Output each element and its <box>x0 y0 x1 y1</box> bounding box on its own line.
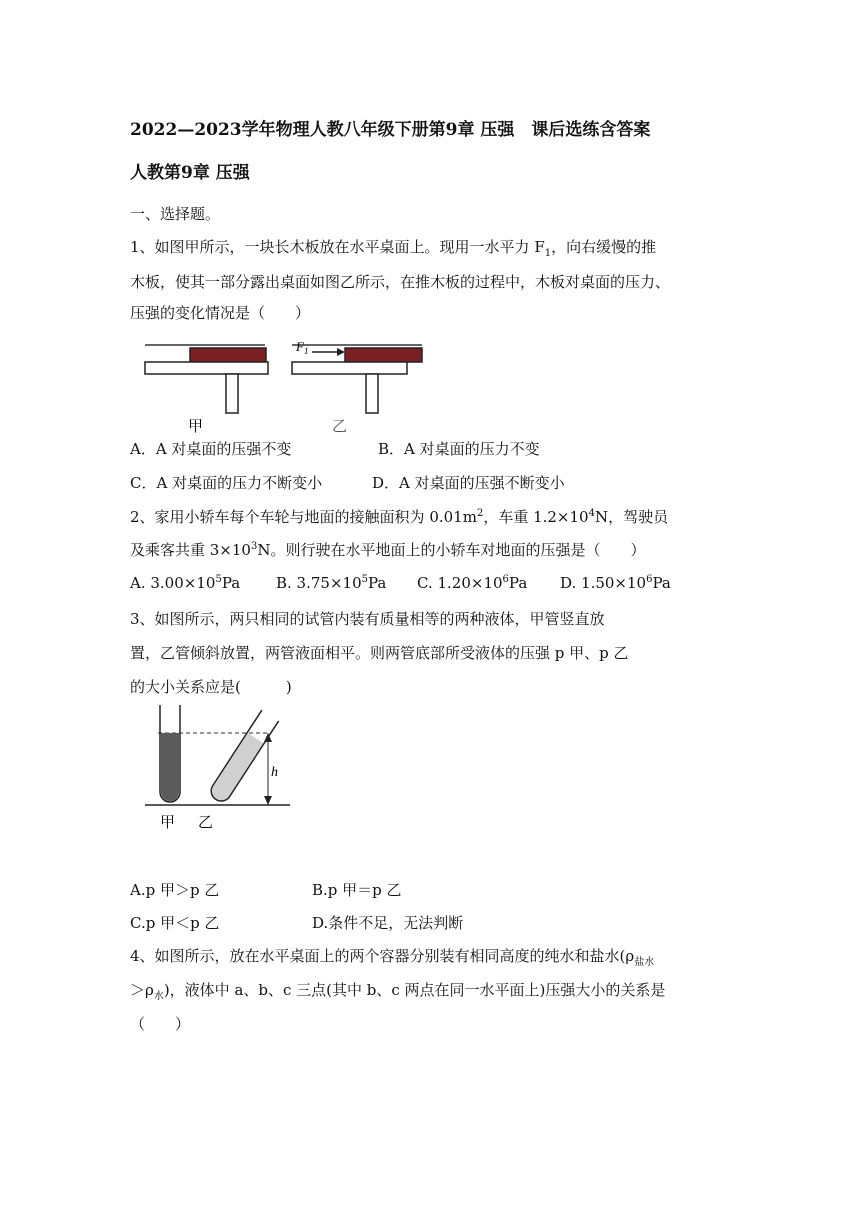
figure-label-jia: 甲 <box>188 417 204 435</box>
q2-option-d: D. $1.50\times 10^6Pa$ <box>560 574 671 592</box>
q1-text-line-2: 木板，使其一部分露出桌面如图乙所示，在推木板的过程中，木板对桌面的压力、 <box>130 273 671 291</box>
q1-option-b: B．A 对桌面的压力不变 <box>378 440 540 458</box>
q1-option-a: A．A 对桌面的压强不变 <box>130 440 292 458</box>
figure-label-yi: 乙 <box>332 417 348 435</box>
q2-option-c: C. $1.20\times 10^6Pa$ <box>417 574 528 592</box>
q1-figure <box>140 336 440 436</box>
q3-option-b: B.p 甲＝p 乙 <box>312 881 402 899</box>
force-arrow-icon <box>337 348 345 356</box>
figure-yi-table-board <box>292 339 422 413</box>
q3-text-line-3: 的大小关系应是( ) <box>130 678 292 696</box>
q1-text-line-1: 1、如图甲所示，一块长木板放在水平桌面上。现用一水平力 $F_1$，向右缓慢的推 <box>130 238 657 259</box>
force-label: $F_1$ <box>296 339 309 356</box>
figure-jia-table-board <box>145 345 268 413</box>
q1-text-line-3: 压强的变化情况是（ ） <box>130 304 311 322</box>
q3-text-line-2: 置，乙管倾斜放置，两管液面相平。则两管底部所受液体的压强 p 甲、p 乙 <box>130 644 629 662</box>
q4-text-line-1: 4、如图所示，放在水平桌面上的两个容器分别装有相同高度的纯水和盐水($\rho_{盐水}$ <box>130 947 655 968</box>
q3-option-d: D.条件不足，无法判断 <box>312 914 464 932</box>
q3-option-a: A.p 甲＞p 乙 <box>130 881 220 899</box>
q2-option-a: A. $3.00\times 10^5Pa$ <box>130 574 241 592</box>
figure-label-yi: 乙 <box>198 813 214 831</box>
q4-text-line-2: $>\rho_水$)，液体中 a、b、c 三点(其中 b、c 两点在同一水平面上)压强大小的关系是 <box>130 981 666 1002</box>
q3-figure <box>140 700 300 835</box>
q4-text-line-3: （ ） <box>130 1015 191 1033</box>
q1-option-d: D．A 对桌面的压强不断变小 <box>372 474 565 492</box>
height-label: h <box>271 765 278 780</box>
arrow-down-icon <box>264 796 272 805</box>
q2-text-line-2: 及乘客共重 $3\times 10^3N$。则行驶在水平地面上的小轿车对地面的压强是（ ） <box>130 541 646 559</box>
figure-label-jia: 甲 <box>160 813 176 831</box>
document-title: 2022—2023学年物理人教八年级下册第9章 压强 课后选练含答案 <box>130 120 651 140</box>
q2-option-b: B. $3.75\times 10^5Pa$ <box>276 574 387 592</box>
section-heading: 一、选择题。 <box>130 205 221 223</box>
q2-text-line-1: 2、家用小轿车每个车轮与地面的接触面积为 $0.01m^2$，车重 $1.2\times 10^4N$，驾驶员 <box>130 508 669 526</box>
q3-text-line-1: 3、如图所示，两只相同的试管内装有质量相等的两种液体，甲管竖直放 <box>130 610 605 628</box>
q1-option-c: C．A 对桌面的压力不断变小 <box>130 474 323 492</box>
chapter-heading: 人教第9章 压强 <box>130 163 250 183</box>
test-tube-jia <box>160 705 180 802</box>
q3-option-c: C.p 甲＜p 乙 <box>130 914 220 932</box>
